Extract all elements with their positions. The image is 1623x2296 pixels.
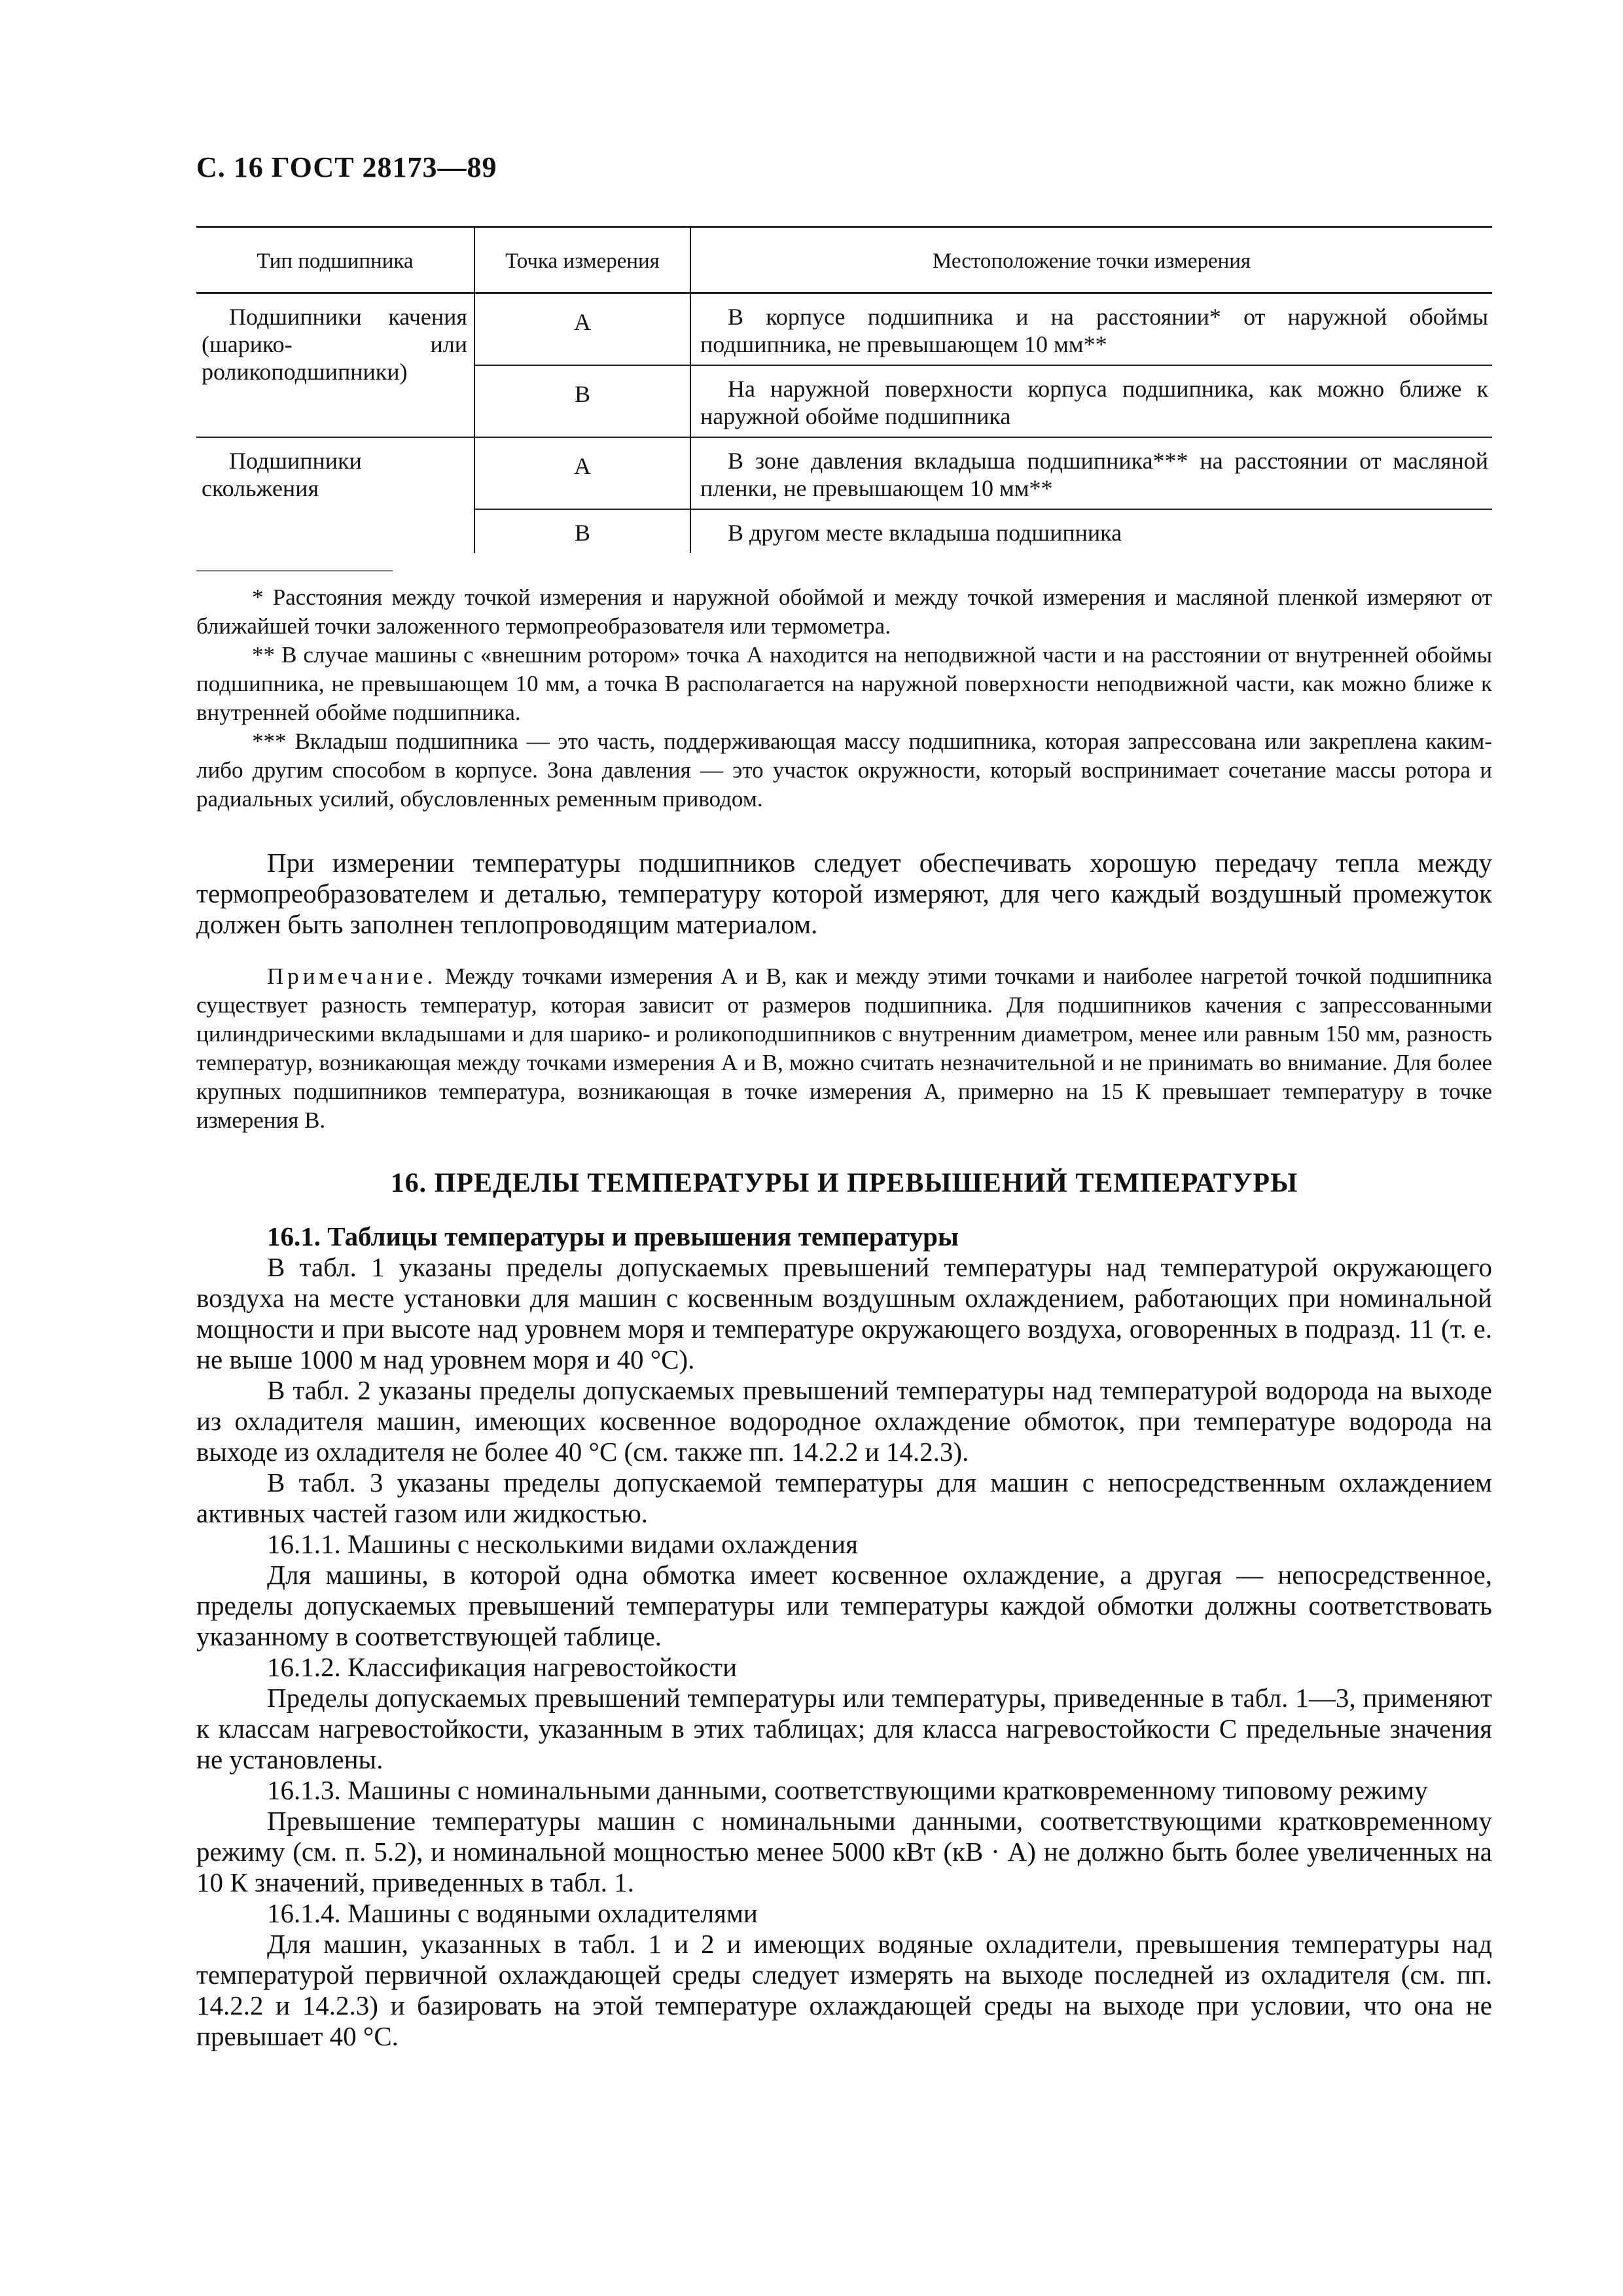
footnote-divider (196, 570, 393, 571)
location-cell: В зоне давления вкладыша подшипника*** на расстоянии от масляной пленки, не превышающем 10 мм** (690, 437, 1492, 509)
heading-16-1-4: 16.1.4. Машины с водяными охладителями (267, 1898, 758, 1928)
measurement-point-cell: А (474, 437, 690, 509)
measurement-point-cell: В (474, 509, 690, 553)
bearing-measurement-table (196, 226, 1492, 553)
column-header-location: Местоположение точки измерения (690, 227, 1492, 293)
paragraph-16-1-3: Превышение температуры машин с номинальными данными, соответствующими кратковременному режиму (см. п. 5.2), и номинальной мощностью менее 5000 кВт (кВ · А) не должно быть более увеличенных на 10 К значений, приведенных в табл. 1. (196, 1806, 1492, 1897)
bearing-type-cell: Подшипники скольжения (202, 448, 362, 501)
paragraph-16-1-1: Для машины, в которой одна обмотка имеет косвенное охлаждение, а другая — непосредственное, пределы допускаемых превышений температуры или температуры каждой обмотки должны соответствовать указанному в соответствующей таблице. (196, 1560, 1492, 1651)
paragraph-16-1-4: Для машин, указанных в табл. 1 и 2 и имеющих водяные охладители, превышения температуры над температурой первичной охлаждающей среды следует измерять на выходе последней из охладителя (см. пп. 14.2.2 и 14.2.3) и базировать на этой температуре охлаждающей среды на выходе при условии, что она не превышает 40 °С. (196, 1929, 1492, 2051)
paragraph-table-2: В табл. 2 указаны пределы допускаемых превышений температуры над температурой водорода на выходе из охладителя машин, имеющих косвенное водородное охлаждение обмоток, при температуре водорода на выходе из охладителя не более 40 °С (см. также пп. 14.2.2 и 14.2.3). (196, 1375, 1492, 1467)
location-cell: На наружной поверхности корпуса подшипника, как можно ближе к наружной обойме подшипника (690, 365, 1492, 437)
footnote-2: ** В случае машины с «внешним ротором» точка А находится на неподвижной части и на расстоянии от внутренней обоймы подшипника, не превышающем 10 мм, а точка В располагается на наружной поверхности неподвижной части, как можно ближе к внутренней обойме подшипника. (196, 642, 1492, 725)
table-row (196, 437, 1492, 509)
page-header: С. 16 ГОСТ 28173—89 (196, 151, 497, 183)
page-content (196, 226, 1492, 2052)
footnote-3: *** Вкладыш подшипника — это часть, поддерживающая массу подшипника, которая запрессована или закреплена каким-либо другим способом в корпусе. Зона давления — это участок окружности, который воспринимает сочетание массы ротора и радиальных усилий, обусловленных ременным приводом. (196, 728, 1492, 812)
note-text: Между точками измерения А и В, как и между этими точками и наиболее нагретой точкой подшипника существует разность температур, которая зависит от размеров подшипника. Для подшипников качения с запрессованными цилиндрическими вкладышами и для шарико- и роликоподшипников с внутренним диаметром, менее или равным 150 мм, разность температур, возникающая между точками измерения А и В, можно считать незначительной и не принимать во внимание. Для более крупных подшипников температура, возникающая в точке измерения А, примерно на 15 К превышает температуру в точке измерения В. (196, 963, 1492, 1133)
subsection-title: 16.1. Таблицы температуры и превышения температуры (267, 1221, 959, 1251)
paragraph-table-1: В табл. 1 указаны пределы допускаемых превышений температуры над температурой окружающего воздуха на месте установки для машин с косвенным воздушным охлаждением, работающих при номинальной мощности и при высоте над уровнем моря и температуре окружающего воздуха, оговоренных в подразд. 11 (т. е. не выше 1000 м над уровнем моря и 40 °С). (196, 1252, 1492, 1374)
measurement-point-cell: А (474, 293, 690, 366)
bearing-type-cell: Подшипники качения (шарико- или роликоподшипники) (196, 293, 474, 438)
column-header-measurement-point: Точка измерения (474, 227, 690, 293)
footnote-1: * Расстояния между точкой измерения и наружной обоймой и между точкой измерения и масляной пленкой измеряют от ближайшей точки заложенного термопреобразователя или термометра. (196, 584, 1492, 639)
heading-16-1-3: 16.1.3. Машины с номинальными данными, соответствующими кратковременному типовому режиму (267, 1775, 1428, 1805)
paragraph-16-1-2: Пределы допускаемых превышений температуры или температуры, приведенные в табл. 1—3, применяют к классам нагревостойкости, указанным в этих таблицах; для класса нагревостойкости С предельные значения не установлены. (196, 1683, 1492, 1774)
note-label: Примечание. (267, 963, 437, 989)
table-row (196, 293, 1492, 366)
heading-16-1-1: 16.1.1. Машины с несколькими видами охлаждения (267, 1529, 858, 1559)
measurement-point-cell: В (474, 365, 690, 437)
paragraph-table-3: В табл. 3 указаны пределы допускаемой температуры для машин с непосредственным охлаждением активных частей газом или жидкостью. (196, 1467, 1492, 1528)
paragraph-bearing-measurement: При измерении температуры подшипников следует обеспечивать хорошую передачу тепла между термопреобразователем и деталью, температуру которой измеряют, для чего каждый воздушный промежуток должен быть заполнен теплопроводящим материалом. (196, 848, 1492, 939)
location-cell: В другом месте вкладыша подшипника (690, 509, 1492, 553)
table-header-row (196, 227, 1492, 293)
section-title: 16. ПРЕДЕЛЫ ТЕМПЕРАТУРЫ И ПРЕВЫШЕНИЙ ТЕМПЕРАТУРЫ (390, 1168, 1298, 1198)
heading-16-1-2: 16.1.2. Классификация нагревостойкости (267, 1652, 738, 1682)
location-cell: В корпусе подшипника и на расстоянии* от наружной обоймы подшипника, не превышающем 10 мм** (690, 293, 1492, 366)
note-paragraph (196, 962, 1492, 1135)
column-header-bearing-type: Тип подшипника (196, 227, 474, 293)
